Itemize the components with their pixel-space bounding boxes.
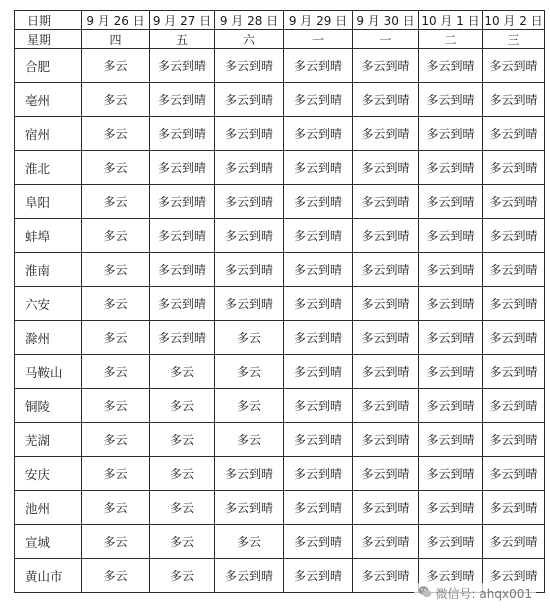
city-name-cell: 淮北 <box>15 151 82 185</box>
forecast-cell: 多云到晴 <box>419 83 483 117</box>
forecast-cell: 多云到晴 <box>284 321 353 355</box>
forecast-cell: 多云到晴 <box>353 423 419 457</box>
forecast-cell: 多云 <box>150 559 215 593</box>
forecast-cell: 多云 <box>82 423 150 457</box>
table-row <box>15 389 545 423</box>
table-row <box>15 219 545 253</box>
forecast-cell: 多云到晴 <box>353 457 419 491</box>
forecast-cell: 多云到晴 <box>215 559 284 593</box>
table-row <box>15 83 545 117</box>
weekday-cell: 一 <box>353 30 419 49</box>
table-row <box>15 457 545 491</box>
forecast-cell: 多云 <box>215 389 284 423</box>
forecast-cell: 多云 <box>82 83 150 117</box>
city-name-cell: 滁州 <box>15 321 82 355</box>
forecast-cell: 多云 <box>215 355 284 389</box>
forecast-cell: 多云到晴 <box>284 355 353 389</box>
forecast-cell: 多云 <box>82 151 150 185</box>
forecast-cell: 多云到晴 <box>419 491 483 525</box>
forecast-cell: 多云到晴 <box>483 321 545 355</box>
forecast-cell: 多云 <box>82 253 150 287</box>
forecast-cell: 多云到晴 <box>284 49 353 83</box>
city-name-cell: 芜湖 <box>15 423 82 457</box>
weekday-cell: 二 <box>419 30 483 49</box>
forecast-cell: 多云到晴 <box>353 287 419 321</box>
table-row <box>15 185 545 219</box>
forecast-cell: 多云到晴 <box>150 185 215 219</box>
forecast-cell: 多云到晴 <box>353 559 419 593</box>
forecast-cell: 多云到晴 <box>483 491 545 525</box>
forecast-cell: 多云到晴 <box>483 559 545 593</box>
forecast-cell: 多云到晴 <box>419 287 483 321</box>
forecast-cell: 多云到晴 <box>483 253 545 287</box>
forecast-cell: 多云 <box>82 117 150 151</box>
forecast-cell: 多云到晴 <box>419 457 483 491</box>
table-row <box>15 117 545 151</box>
wechat-icon <box>418 584 432 603</box>
forecast-cell: 多云到晴 <box>150 287 215 321</box>
forecast-cell: 多云到晴 <box>353 185 419 219</box>
forecast-cell: 多云 <box>82 559 150 593</box>
forecast-cell: 多云到晴 <box>284 559 353 593</box>
forecast-cell: 多云到晴 <box>284 389 353 423</box>
forecast-cell: 多云到晴 <box>215 49 284 83</box>
table-row <box>15 49 545 83</box>
weekday-cell: 一 <box>284 30 353 49</box>
city-name-cell: 蚌埠 <box>15 219 82 253</box>
forecast-cell: 多云 <box>82 49 150 83</box>
city-name-cell: 合肥 <box>15 49 82 83</box>
table-row <box>15 287 545 321</box>
forecast-cell: 多云到晴 <box>284 287 353 321</box>
week-label-cell: 星期 <box>15 30 82 49</box>
date-cell: 9 月 26 日 <box>82 11 150 30</box>
forecast-cell: 多云到晴 <box>353 491 419 525</box>
weather-forecast-table <box>14 10 545 593</box>
forecast-cell: 多云 <box>82 355 150 389</box>
forecast-cell: 多云到晴 <box>284 117 353 151</box>
forecast-cell: 多云到晴 <box>419 219 483 253</box>
weekday-header-row <box>15 30 545 49</box>
forecast-cell: 多云到晴 <box>284 525 353 559</box>
forecast-cell: 多云到晴 <box>353 525 419 559</box>
forecast-cell: 多云到晴 <box>215 117 284 151</box>
forecast-cell: 多云到晴 <box>150 117 215 151</box>
forecast-cell: 多云到晴 <box>483 49 545 83</box>
forecast-cell: 多云 <box>82 185 150 219</box>
forecast-cell: 多云到晴 <box>419 321 483 355</box>
forecast-cell: 多云到晴 <box>353 117 419 151</box>
date-cell: 9 月 30 日 <box>353 11 419 30</box>
forecast-cell: 多云到晴 <box>483 287 545 321</box>
forecast-cell: 多云 <box>150 457 215 491</box>
forecast-cell: 多云到晴 <box>215 491 284 525</box>
city-name-cell: 安庆 <box>15 457 82 491</box>
forecast-cell: 多云 <box>82 219 150 253</box>
forecast-cell: 多云到晴 <box>150 253 215 287</box>
forecast-cell: 多云到晴 <box>353 389 419 423</box>
forecast-cell: 多云到晴 <box>215 253 284 287</box>
date-cell: 10 月 2 日 <box>483 11 545 30</box>
forecast-cell: 多云到晴 <box>353 219 419 253</box>
forecast-cell: 多云 <box>215 321 284 355</box>
forecast-cell: 多云 <box>82 491 150 525</box>
forecast-cell: 多云 <box>150 423 215 457</box>
forecast-cell: 多云到晴 <box>215 151 284 185</box>
weekday-cell: 五 <box>150 30 215 49</box>
forecast-cell: 多云到晴 <box>483 355 545 389</box>
table-row <box>15 423 545 457</box>
forecast-cell: 多云 <box>150 389 215 423</box>
forecast-cell: 多云 <box>82 287 150 321</box>
forecast-cell: 多云到晴 <box>483 219 545 253</box>
forecast-cell: 多云到晴 <box>419 525 483 559</box>
forecast-cell: 多云到晴 <box>419 117 483 151</box>
date-cell: 10 月 1 日 <box>419 11 483 30</box>
date-cell: 9 月 28 日 <box>215 11 284 30</box>
forecast-cell: 多云到晴 <box>483 83 545 117</box>
forecast-cell: 多云到晴 <box>215 287 284 321</box>
forecast-cell: 多云 <box>150 355 215 389</box>
forecast-cell: 多云到晴 <box>215 83 284 117</box>
forecast-cell: 多云到晴 <box>150 219 215 253</box>
forecast-cell: 多云到晴 <box>215 185 284 219</box>
forecast-cell: 多云到晴 <box>284 491 353 525</box>
forecast-cell: 多云到晴 <box>284 253 353 287</box>
forecast-cell: 多云到晴 <box>215 219 284 253</box>
forecast-cell: 多云到晴 <box>419 49 483 83</box>
table-row <box>15 525 545 559</box>
forecast-cell: 多云到晴 <box>483 151 545 185</box>
weekday-cell: 四 <box>82 30 150 49</box>
table-row <box>15 321 545 355</box>
forecast-cell: 多云到晴 <box>483 117 545 151</box>
forecast-cell: 多云到晴 <box>353 83 419 117</box>
forecast-cell: 多云 <box>150 491 215 525</box>
forecast-cell: 多云 <box>82 321 150 355</box>
weekday-cell: 六 <box>215 30 284 49</box>
forecast-cell: 多云到晴 <box>284 423 353 457</box>
forecast-cell: 多云 <box>82 389 150 423</box>
forecast-cell: 多云到晴 <box>419 355 483 389</box>
forecast-cell: 多云到晴 <box>353 355 419 389</box>
city-name-cell: 池州 <box>15 491 82 525</box>
date-label-cell: 日期 <box>15 11 82 30</box>
forecast-cell: 多云到晴 <box>150 49 215 83</box>
forecast-cell: 多云到晴 <box>353 253 419 287</box>
watermark-text: 微信号: ahqx001 <box>435 587 532 601</box>
forecast-cell: 多云到晴 <box>353 151 419 185</box>
forecast-cell: 多云到晴 <box>215 457 284 491</box>
forecast-cell: 多云 <box>82 457 150 491</box>
forecast-cell: 多云 <box>150 525 215 559</box>
forecast-cell: 多云到晴 <box>483 525 545 559</box>
forecast-cell: 多云到晴 <box>483 423 545 457</box>
forecast-cell: 多云到晴 <box>419 423 483 457</box>
city-name-cell: 宣城 <box>15 525 82 559</box>
forecast-cell: 多云到晴 <box>419 185 483 219</box>
forecast-cell: 多云到晴 <box>284 185 353 219</box>
forecast-cell: 多云到晴 <box>284 219 353 253</box>
forecast-cell: 多云到晴 <box>483 185 545 219</box>
city-name-cell: 亳州 <box>15 83 82 117</box>
forecast-cell: 多云到晴 <box>150 151 215 185</box>
forecast-cell: 多云 <box>215 525 284 559</box>
date-cell: 9 月 27 日 <box>150 11 215 30</box>
forecast-cell: 多云到晴 <box>419 559 483 593</box>
forecast-cell: 多云 <box>215 423 284 457</box>
city-name-cell: 阜阳 <box>15 185 82 219</box>
forecast-cell: 多云到晴 <box>284 83 353 117</box>
date-header-row <box>15 11 545 30</box>
city-name-cell: 六安 <box>15 287 82 321</box>
city-name-cell: 宿州 <box>15 117 82 151</box>
city-name-cell: 淮南 <box>15 253 82 287</box>
date-cell: 9 月 29 日 <box>284 11 353 30</box>
forecast-cell: 多云到晴 <box>353 321 419 355</box>
forecast-cell: 多云到晴 <box>284 457 353 491</box>
forecast-cell: 多云到晴 <box>150 321 215 355</box>
table-row <box>15 355 545 389</box>
forecast-cell: 多云到晴 <box>419 151 483 185</box>
city-name-cell: 马鞍山 <box>15 355 82 389</box>
forecast-cell: 多云到晴 <box>483 389 545 423</box>
city-name-cell: 铜陵 <box>15 389 82 423</box>
forecast-cell: 多云到晴 <box>150 83 215 117</box>
watermark <box>414 583 536 604</box>
forecast-cell: 多云 <box>82 525 150 559</box>
forecast-cell: 多云到晴 <box>419 253 483 287</box>
forecast-cell: 多云到晴 <box>353 49 419 83</box>
city-name-cell: 黄山市 <box>15 559 82 593</box>
forecast-cell: 多云到晴 <box>483 457 545 491</box>
table-row <box>15 491 545 525</box>
weekday-cell: 三 <box>483 30 545 49</box>
table-row <box>15 253 545 287</box>
forecast-cell: 多云到晴 <box>284 151 353 185</box>
forecast-cell: 多云到晴 <box>419 389 483 423</box>
table-row <box>15 151 545 185</box>
